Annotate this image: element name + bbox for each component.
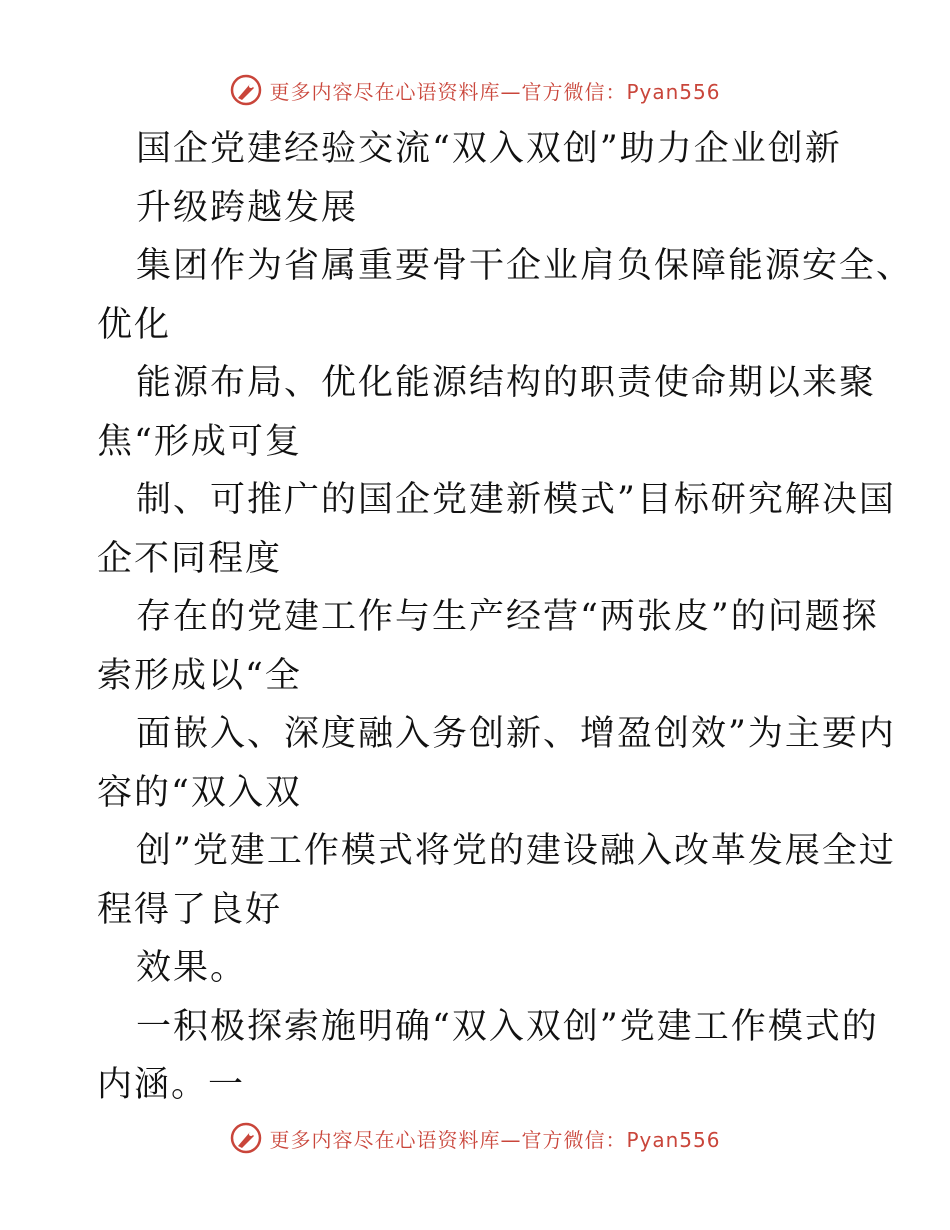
text-line: 一积极探索施明确“双入双创”党建工作模式的 — [136, 1006, 879, 1047]
watermark-text: 更多内容尽在心语资料库—官方微信：Pyan556 — [269, 1127, 721, 1152]
text-line: 效果。 — [136, 948, 248, 988]
header-watermark — [0, 70, 950, 110]
text-line: 存在的党建工作与生产经营“两张皮”的问题探 — [136, 597, 879, 637]
text-line: 制、可推广的国企党建新模式”目标研究解决国 — [136, 480, 896, 520]
text-line: 集团作为省属重要骨干企业肩负保障能源安全、 — [136, 246, 914, 286]
text-line: 内涵。一 — [97, 1065, 246, 1105]
text-line: 焦“形成可复 — [97, 421, 302, 462]
text-line: 企不同程度 — [97, 538, 283, 579]
text-line: 容的“双入双 — [97, 772, 302, 813]
pen-nib-seal-icon — [229, 73, 263, 107]
text-line: 程得了良好 — [97, 889, 283, 930]
text-line: 创”党建工作模式将党的建设融入改革发展全过 — [136, 831, 896, 871]
watermark-text: 更多内容尽在心语资料库—官方微信：Pyan556 — [269, 79, 721, 104]
text-line: 面嵌入、深度融入务创新、增盈创效”为主要内 — [136, 714, 896, 754]
footer-watermark — [0, 1118, 950, 1158]
text-line: 优化 — [97, 304, 172, 345]
text-line: 索形成以“全 — [97, 655, 302, 696]
text-line: 国企党建经验交流“双入双创”助力企业创新 — [136, 129, 842, 169]
pen-nib-seal-icon — [229, 1121, 263, 1155]
document-body — [97, 120, 914, 1115]
text-line: 升级跨越发展 — [136, 187, 359, 228]
text-line: 能源布局、优化能源结构的职责使命期以来聚 — [136, 363, 877, 403]
